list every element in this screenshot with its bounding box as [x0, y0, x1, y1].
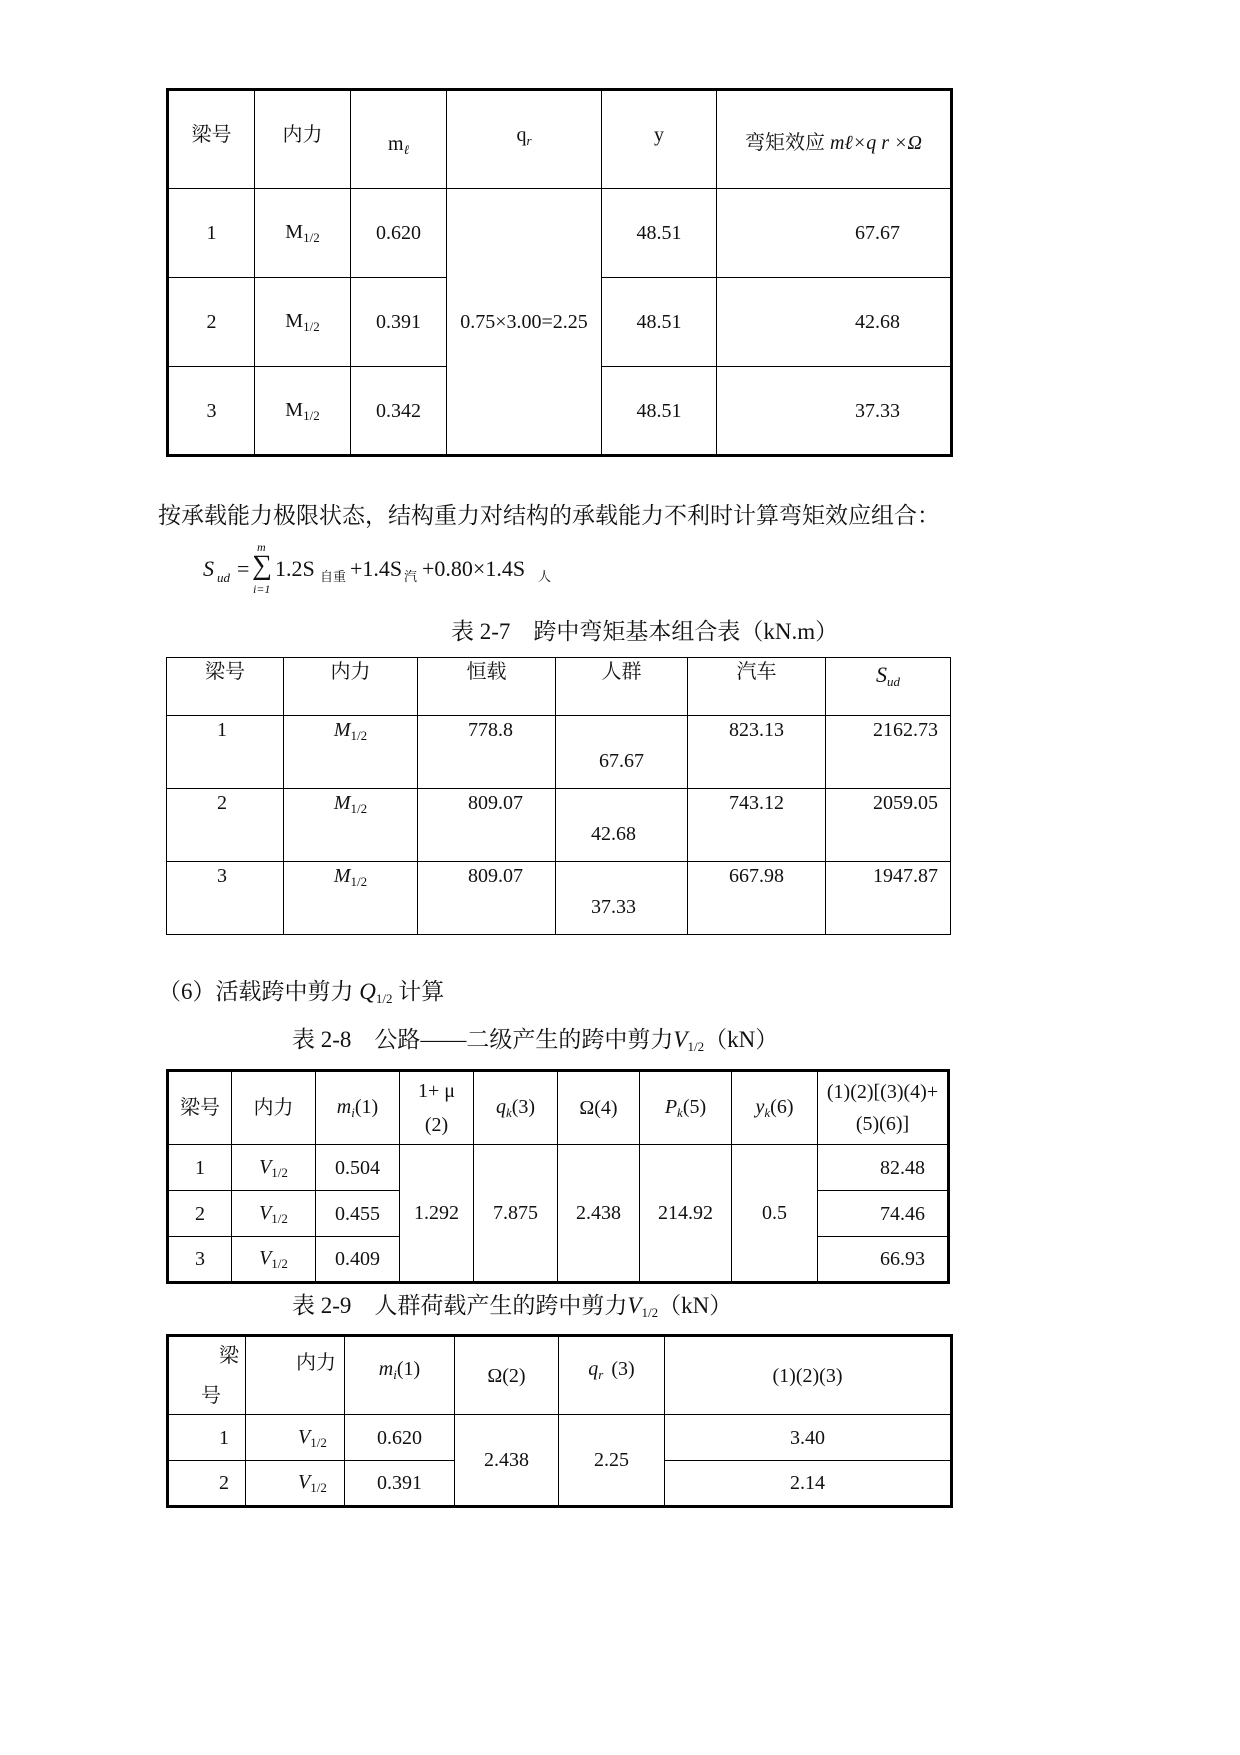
force-sym: V — [259, 1201, 272, 1224]
header-pk-sub: k — [677, 1105, 683, 1121]
force-sub: 1/2 — [350, 801, 368, 816]
caption-2-8-suffix: （kN） — [704, 1027, 779, 1052]
caption-2-8-sym: V — [673, 1027, 688, 1052]
header-car: 汽车 — [688, 658, 826, 716]
header-qr — [559, 1336, 665, 1415]
result-value: 66.93 — [818, 1237, 949, 1283]
crowd-value: 67.67 — [556, 716, 688, 789]
force-sym: V — [298, 1471, 311, 1494]
paragraph-combination: 按承载能力极限状态，结构重力对结构的承载能力不利时计算弯矩效应组合： — [158, 503, 940, 528]
caption-table-2-9 — [292, 1287, 732, 1321]
beam-no: 1 — [167, 716, 284, 789]
beam-no: 1 — [168, 1415, 246, 1461]
caption-2-8-sub: 1/2 — [687, 1039, 705, 1054]
header-effect-formula: mℓ×q r ×Ω — [829, 131, 922, 154]
header-mi-sym: m — [378, 1357, 394, 1380]
header-beam-no: 梁号 — [167, 658, 284, 716]
formula-term2-sub: 汽 — [404, 569, 418, 584]
force-sym: M — [285, 310, 304, 333]
force-sym: M — [285, 221, 304, 244]
header-q-text: q — [516, 124, 527, 146]
caption-2-9-prefix: 表 2-9 人群荷载产生的跨中剪力 — [292, 1293, 628, 1318]
header-crowd: 人群 — [556, 658, 688, 716]
force — [232, 1145, 316, 1191]
sud-value: 1947.87 — [826, 862, 951, 935]
force — [284, 789, 418, 862]
table-row — [167, 789, 951, 862]
header-row — [167, 658, 951, 716]
car-value: 823.13 — [688, 716, 826, 789]
header-qk-num: (3) — [511, 1096, 536, 1119]
header-effect-label: 弯矩效应 — [744, 131, 825, 154]
caption-table-2-7: 表 2-7 跨中弯矩基本组合表（kN.m） — [451, 619, 839, 644]
force-sym: M — [333, 792, 351, 814]
force — [232, 1237, 316, 1283]
header-sud-sym: S — [876, 662, 887, 687]
impact-merged: 1.292 — [400, 1145, 474, 1283]
header-mi-sub: i — [351, 1105, 355, 1121]
header-qk — [474, 1071, 558, 1145]
header-mi-sym: m — [336, 1096, 352, 1119]
force-sym: M — [333, 719, 351, 741]
force — [284, 716, 418, 789]
dead-load-value: 778.8 — [418, 716, 556, 789]
header-mi — [316, 1071, 400, 1145]
omega-merged: 2.438 — [558, 1145, 640, 1283]
header-pk-num: (5) — [682, 1096, 707, 1119]
force-sub: 1/2 — [303, 319, 320, 335]
header-pk-sym: P — [664, 1096, 678, 1119]
beam-no: 2 — [167, 789, 284, 862]
omega-merged: 2.438 — [455, 1415, 559, 1507]
force — [246, 1415, 345, 1461]
dead-load-value: 809.07 — [418, 789, 556, 862]
section-6-suffix: 计算 — [398, 979, 445, 1004]
table-row — [167, 716, 951, 789]
dead-load-value: 809.07 — [418, 862, 556, 935]
force — [284, 862, 418, 935]
force — [255, 367, 351, 456]
table-row — [168, 189, 952, 278]
header-mi-num: (1) — [396, 1357, 421, 1380]
beam-no: 2 — [168, 1461, 246, 1507]
qr-merged: 0.75×3.00=2.25 — [447, 189, 602, 456]
table-2-9 — [166, 1334, 953, 1508]
caption-2-9-suffix: （kN） — [658, 1293, 733, 1318]
header-mi — [345, 1336, 455, 1415]
force — [255, 189, 351, 278]
mi-value: 0.620 — [345, 1415, 455, 1461]
header-force: 内力 — [232, 1071, 316, 1145]
header-result-line2: (5)(6)] — [855, 1113, 910, 1135]
table-2-7 — [166, 657, 951, 935]
force-sub: 1/2 — [303, 407, 320, 423]
force-sym: M — [285, 398, 304, 421]
qr-merged: 2.25 — [559, 1415, 665, 1507]
pk-merged: 214.92 — [640, 1145, 732, 1283]
mi-value: 0.409 — [316, 1237, 400, 1283]
header-row — [168, 1336, 952, 1415]
force — [232, 1191, 316, 1237]
table-row — [168, 1415, 952, 1461]
beam-no: 1 — [168, 1145, 232, 1191]
force-sub: 1/2 — [310, 1434, 327, 1450]
header-omega: Ω(2) — [455, 1336, 559, 1415]
section-6-heading — [158, 973, 444, 1007]
force-sym: M — [333, 865, 351, 887]
header-q — [447, 90, 602, 189]
yk-merged: 0.5 — [732, 1145, 818, 1283]
mi-value: 0.455 — [316, 1191, 400, 1237]
sum-icon: ∑ — [252, 550, 272, 581]
header-yk-sub: k — [764, 1105, 771, 1121]
header-beam-no: 梁号 — [168, 1071, 232, 1145]
y-value: 48.51 — [602, 367, 717, 456]
header-dead-load: 恒载 — [418, 658, 556, 716]
header-qk-sub: k — [505, 1105, 512, 1121]
moment-effect-table — [166, 88, 953, 457]
header-yk-sym: y — [755, 1096, 765, 1119]
caption-2-9-sym: V — [627, 1293, 642, 1318]
section-6-sym: Q — [359, 979, 376, 1004]
header-result-line1: (1)(2)[(3)(4)+ — [826, 1081, 939, 1103]
crowd-value: 37.33 — [556, 862, 688, 935]
header-qr-sym: q — [588, 1357, 599, 1380]
y-value: 48.51 — [602, 189, 717, 278]
header-effect — [717, 90, 952, 189]
mi-value: 0.391 — [345, 1461, 455, 1507]
table-row — [168, 1145, 949, 1191]
header-m-text: m — [388, 132, 404, 155]
force-sym: V — [298, 1425, 311, 1448]
result-value: 2.14 — [665, 1461, 952, 1507]
force-sub: 1/2 — [310, 1480, 327, 1496]
beam-no: 3 — [168, 1237, 232, 1283]
formula-sum-bottom: i=1 — [253, 582, 271, 596]
effect-value: 37.33 — [717, 367, 952, 456]
section-6-sub: 1/2 — [375, 991, 393, 1006]
caption-table-2-8 — [292, 1021, 778, 1055]
formula-term1-sub: 自重 — [320, 569, 347, 584]
force-sub: 1/2 — [303, 230, 320, 246]
header-mi-sub: i — [393, 1366, 397, 1382]
header-qr-sub: r — [598, 1366, 604, 1382]
header-pk — [640, 1071, 732, 1145]
m-value: 0.620 — [351, 189, 447, 278]
formula-equals: = — [237, 556, 250, 581]
y-value: 48.51 — [602, 278, 717, 367]
table-row — [167, 862, 951, 935]
result-value: 74.46 — [818, 1191, 949, 1237]
header-result — [818, 1071, 949, 1145]
formula-term3: +0.80×1.4S — [422, 556, 526, 581]
header-sud — [826, 658, 951, 716]
force-sub: 1/2 — [271, 1164, 288, 1180]
table-2-8 — [166, 1069, 950, 1284]
car-value: 667.98 — [688, 862, 826, 935]
beam-no: 3 — [167, 862, 284, 935]
caption-2-8-prefix: 表 2-8 公路——二级产生的跨中剪力 — [292, 1027, 674, 1052]
header-beam-no-top: 梁 — [219, 1344, 239, 1367]
beam-no: 1 — [168, 189, 255, 278]
force-sub: 1/2 — [271, 1210, 288, 1226]
crowd-value: 42.68 — [556, 789, 688, 862]
caption-2-9-sub: 1/2 — [641, 1305, 659, 1320]
header-impact-top: 1+ μ — [417, 1080, 455, 1102]
header-force: 内力 — [246, 1336, 345, 1415]
header-force: 内力 — [284, 658, 418, 716]
formula-sud — [203, 540, 603, 600]
header-qr-num: (3) — [611, 1357, 635, 1380]
header-m-sub: ℓ — [403, 141, 409, 157]
section-6-prefix: （6）活载跨中剪力 — [158, 979, 354, 1004]
header-result: (1)(2)(3) — [665, 1336, 952, 1415]
formula-term2: +1.4S — [350, 556, 403, 581]
effect-value: 42.68 — [717, 278, 952, 367]
force-sub: 1/2 — [350, 728, 368, 743]
beam-no: 2 — [168, 1191, 232, 1237]
header-qk-sym: q — [495, 1096, 506, 1119]
header-impact — [400, 1071, 474, 1145]
header-yk-num: (6) — [770, 1096, 794, 1119]
header-beam-no-bottom: 号 — [201, 1384, 221, 1407]
m-value: 0.391 — [351, 278, 447, 367]
force — [246, 1461, 345, 1507]
car-value: 743.12 — [688, 789, 826, 862]
header-m — [351, 90, 447, 189]
force-sym: V — [259, 1155, 272, 1178]
header-omega: Ω(4) — [558, 1071, 640, 1145]
result-value: 82.48 — [818, 1145, 949, 1191]
sud-value: 2162.73 — [826, 716, 951, 789]
m-value: 0.342 — [351, 367, 447, 456]
header-row — [168, 90, 952, 189]
beam-no: 2 — [168, 278, 255, 367]
sud-value: 2059.05 — [826, 789, 951, 862]
qk-merged: 7.875 — [474, 1145, 558, 1283]
header-force: 内力 — [255, 90, 351, 189]
formula-term3-sub: 人 — [538, 569, 552, 584]
force-sub: 1/2 — [271, 1256, 288, 1272]
force — [255, 278, 351, 367]
result-value: 3.40 — [665, 1415, 952, 1461]
force-sym: V — [259, 1247, 272, 1270]
force-sub: 1/2 — [350, 874, 368, 889]
formula-lhs: S — [203, 556, 214, 581]
header-q-sub: r — [526, 133, 532, 148]
header-yk — [732, 1071, 818, 1145]
mi-value: 0.504 — [316, 1145, 400, 1191]
header-impact-num: (2) — [424, 1114, 449, 1136]
header-y: y — [602, 90, 717, 189]
header-beam-no: 梁号 — [168, 90, 255, 189]
formula-sum-top: m — [257, 540, 266, 554]
header-row — [168, 1071, 949, 1145]
header-beam-no — [168, 1336, 246, 1415]
header-mi-num: (1) — [354, 1096, 379, 1119]
beam-no: 3 — [168, 367, 255, 456]
effect-value: 67.67 — [717, 189, 952, 278]
formula-lhs-sub: ud — [217, 570, 230, 585]
formula-term1: 1.2S — [275, 556, 315, 581]
header-sud-sub: ud — [887, 674, 900, 689]
